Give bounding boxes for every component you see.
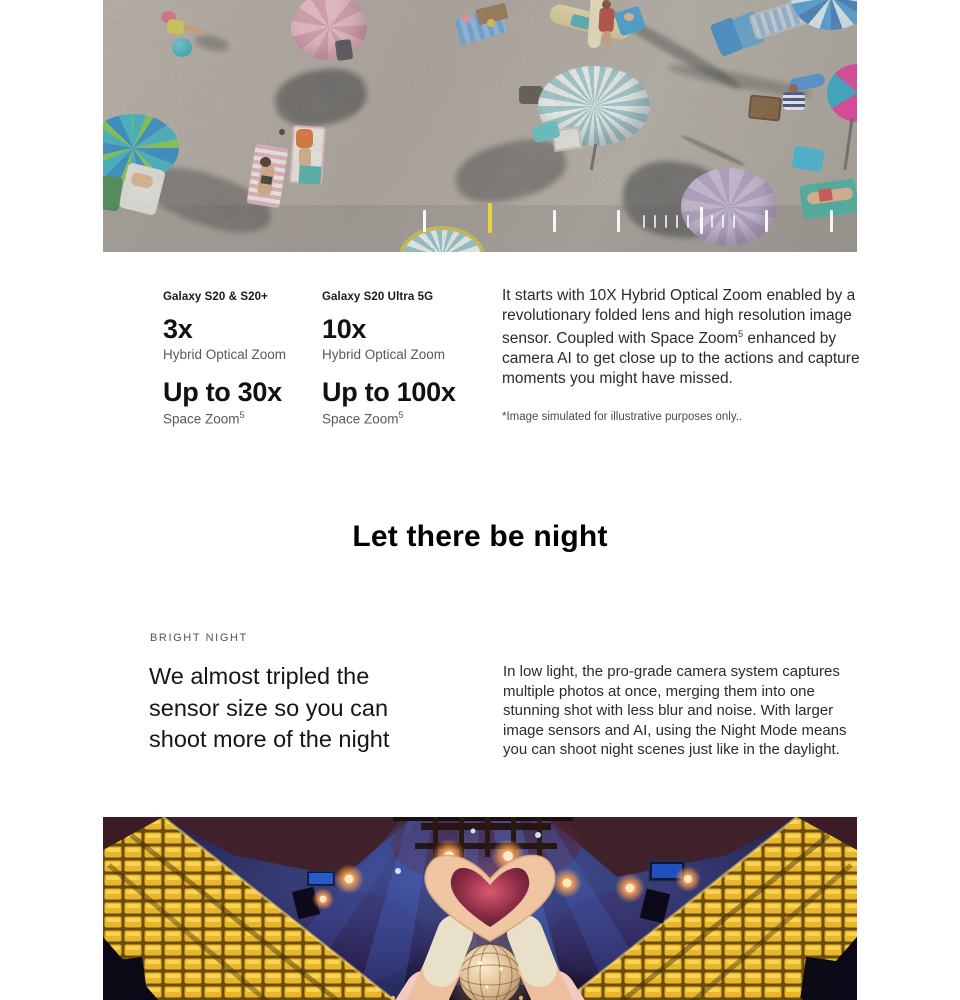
section-eyebrow: BRIGHT NIGHT xyxy=(150,632,248,644)
pink-bucket xyxy=(462,14,471,23)
right-wristband xyxy=(525,933,539,969)
beach-ball xyxy=(172,38,192,57)
suitcase-brown xyxy=(748,94,782,121)
optical-zoom-value: 10x xyxy=(322,314,367,344)
spec-column-s20 xyxy=(163,291,318,443)
sunbather-orange-top xyxy=(296,129,313,148)
person-standing-legs xyxy=(603,31,611,47)
beach-bag xyxy=(335,39,354,61)
shadow xyxy=(194,33,230,54)
yellow-ball xyxy=(487,19,495,27)
zoom-ruler-tick xyxy=(830,210,833,232)
footnote-marker: 5 xyxy=(398,410,404,420)
person-sitting-legs xyxy=(182,23,205,35)
person-seated-head xyxy=(789,84,798,93)
child xyxy=(624,13,634,21)
zoom-ruler-minor-tick xyxy=(722,215,724,228)
zoom-ruler-minor-tick xyxy=(687,215,689,228)
optical-zoom-label: Hybrid Optical Zoom xyxy=(322,347,446,362)
zoom-ruler-tick xyxy=(423,210,426,232)
umbrella-pole xyxy=(843,118,853,170)
sunbather-swimsuit xyxy=(260,175,272,185)
space-zoom-value: Up to 30x xyxy=(163,377,282,407)
zoom-ruler-minor-tick xyxy=(676,215,678,228)
zoom-ruler-minor-tick xyxy=(665,215,667,228)
left-wristband xyxy=(441,933,455,969)
person-standing-shirt xyxy=(598,8,614,33)
shadow xyxy=(271,62,371,132)
zoom-ruler-tick xyxy=(617,210,620,232)
umbrella-purple xyxy=(681,168,777,246)
chair-teal-small xyxy=(791,146,824,173)
zoom-ruler-minor-tick xyxy=(711,215,713,228)
spec-column-s20-ultra xyxy=(322,291,477,443)
footnote-marker: 5 xyxy=(738,329,744,340)
zoom-ruler-tick xyxy=(700,207,703,234)
sunbather-hair xyxy=(260,157,271,167)
zoom-ruler-minor-tick xyxy=(643,215,645,228)
shadow xyxy=(680,133,746,167)
concert-photo xyxy=(103,817,857,1000)
optical-zoom-value: 3x xyxy=(163,314,193,344)
beach-aerial-photo xyxy=(103,0,857,252)
concert-scene xyxy=(103,817,857,1000)
sandals xyxy=(279,129,285,135)
person-standing-head xyxy=(602,0,611,9)
space-zoom-value: Up to 100x xyxy=(322,377,456,407)
zoom-ruler-minor-tick xyxy=(654,215,656,228)
umbrella-pink xyxy=(291,0,367,60)
space-zoom-label: Space Zoom$^5$ xyxy=(322,410,404,427)
model-name: Galaxy S20 Ultra 5G xyxy=(322,291,434,303)
zoom-ruler-active-tick xyxy=(488,203,492,233)
optical-zoom-label: Hybrid Optical Zoom xyxy=(163,347,287,362)
umbrella-magenta xyxy=(827,64,857,122)
model-name: Galaxy S20 & S20+ xyxy=(163,291,268,303)
zoom-ruler-tick xyxy=(765,210,768,232)
image-disclaimer: *Image simulated for illustrative purposes only.. xyxy=(502,411,743,423)
zoom-ruler-minor-tick xyxy=(733,215,735,228)
person-seated-striped-shirt xyxy=(783,92,805,110)
section-heading: Let there be night xyxy=(352,520,608,553)
footnote-marker: 5 xyxy=(239,410,245,420)
night-subheading: We almost tripled the sensor size so you can shoot more of the night xyxy=(149,663,390,752)
zoom-description: It starts with 10X Hybrid Optical Zoom enabled by a revolutionary folded lens and high resolution image sensor. Coupled with Space Zoom$^5$ enhanced by camera AI to get close up to the actions and capture moments you might have missed. xyxy=(502,287,860,387)
space-zoom-label: Space Zoom$^5$ xyxy=(163,410,245,427)
person-lying-shorts xyxy=(818,188,833,202)
umbrella-pole xyxy=(590,144,597,170)
zoom-ruler-tick xyxy=(553,210,556,232)
beach-towel-teal xyxy=(298,165,321,184)
night-body-text: In low light, the pro-grade camera system captures multiple photos at once, merging them into one stunning shot with less blur and noise. With larger image sensors and AI, using the Night Mode means you can shoot night scenes just like in the daylight. xyxy=(503,663,847,758)
